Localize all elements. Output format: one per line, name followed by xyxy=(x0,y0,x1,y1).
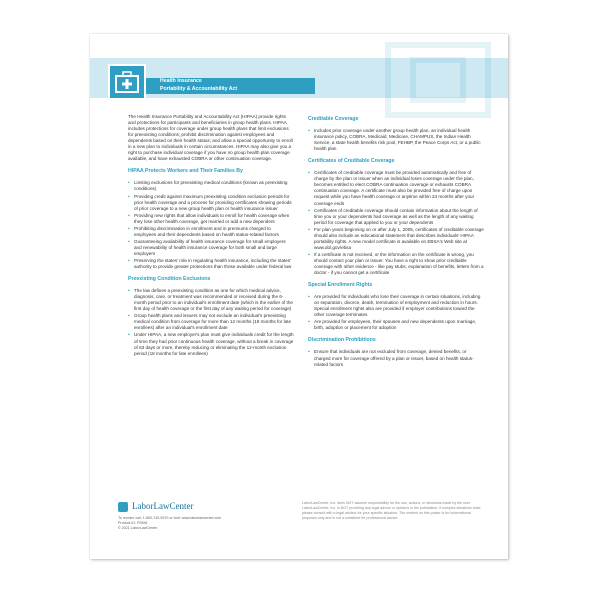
right-column xyxy=(308,110,484,372)
list-item: ▪ Ensure that individuals are not excluded from coverage, denied benefits, or charged more for coverage offered by a plan or issuer, based on health status-related factors xyxy=(308,349,484,367)
list-item: ▪ Includes prior coverage under another group health plan, an individual health insurance policy, COBRA, Medicaid, Medicare, CHAMPUS, the Indian Health Service, a state health benefits risk pool, FEHBP, the Peace Corps Act, or a public health plan xyxy=(308,128,484,152)
list-item: ▪ Providing new rights that allow individuals to enroll for health coverage when they lose other health coverage, get married or add a new dependent xyxy=(128,213,294,225)
bullet-list xyxy=(308,170,484,276)
intro-paragraph: The Health Insurance Portability and Accountability Act (HIPAA) provide rights and protections for participants and beneficiaries in group health plans. HIPAA includes protections for coverage under group health plans that limit exclusions for preexisting conditions; prohibit discrimination against employees and dependents based on their health status; and allow a special opportunity to enroll in a new plan to individuals in certain circumstances. HIPAA may also give you a right to purchase individual coverage if you have no group health plan coverage available, and have exhausted COBRA or other continuation coverage. xyxy=(128,114,293,162)
bullet-list xyxy=(308,294,484,331)
left-column xyxy=(128,114,294,361)
list-item: ▪ Are provided for employees, their spouses and new dependents upon marriage, birth, adoption or placement for adoption xyxy=(308,319,484,331)
list-item: ▪ Under HIPAA, a new employer's plan must give individuals credit for the length of time they had prior continuous health coverage, without a break in coverage of 63 days or more, thereby reducing or eliminating the 12-month exclusion period (18 months for late enrollees) xyxy=(128,332,294,356)
list-item: ▪ Certificates of creditable coverage must be provided automatically and free of charge by the plan or issuer when an individual loses coverage under the plan, becomes entitled to elect COBRA continuation coverage or exhausts COBRA continuation coverage. A certificate must also be provided free of charge upon request while you have health coverage or anytime within 24 months after your coverage ends xyxy=(308,170,484,206)
document-page xyxy=(90,34,508,559)
disclaimer-text: LaborLawCenter, Inc. does NOT assume responsibility for the use, actions, or decisions made by the user. LaborLawCenter, Inc. is NOT providing any legal advice or opinions in the publication. If complex situations arise, please consult with a legal advisor for your specific situation. The content on this poster is for informational purposes only and is not a substitute for professional advice. xyxy=(302,501,482,520)
bullet-list xyxy=(128,288,294,357)
list-item: ▪ Certificates of creditable coverage should contain information about the length of time you or your dependents had coverage as well as the length of any waiting period for coverage that applied to you or your dependents xyxy=(308,208,484,226)
product-id: Product ID: P2596 xyxy=(118,521,148,525)
watermark-graphic xyxy=(378,40,498,120)
list-item: ▪ For plan years beginning on or after July 1, 2005, certificates of creditable coverage should also include an educational statement that describes individuals' HIPAA portability rights. A new model certificate is available on EBSA's Web site at www.dol.gov/ebsa xyxy=(308,227,484,251)
list-item: ▪ Group health plans and issuers may not exclude an individual's preexisting medical condition from coverage for more than 12 months (18 months for late enrollees) after an individual's enrollment date xyxy=(128,313,294,331)
copyright: © 2021 LaborLawCenter xyxy=(118,526,158,530)
list-item: ▪ Providing credit against maximum preexisting condition exclusion periods for prior health coverage and a process for providing certificates showing periods of prior coverage to a new group health plan or health insurance issuer xyxy=(128,194,294,212)
bullet-list xyxy=(308,349,484,367)
list-item: ▪ Preserving the states' role in regulating health insurance, including the states' authority to provide greater protections than those available under federal law xyxy=(128,258,294,270)
list-item: ▪ The law defines a preexisting condition as one for which medical advice, diagnosis, care, or treatment was recommended or received during the 6-month period prior to an individual's enrollment date (which is the earlier of the first day of health coverage or the first day of any waiting period for coverage) xyxy=(128,288,294,312)
section-heading: Special Enrollment Rights xyxy=(308,282,373,289)
brand-mark-icon xyxy=(118,502,128,512)
reorder-line: To reorder call: 1-800-745-9970 or visit: www.laborlawcenter.com xyxy=(118,516,222,520)
document-subtitle: Portability & Accountability Act xyxy=(160,86,238,92)
list-item: ▪ Guaranteeing availability of health insurance coverage for small employers and renewability of health insurance coverage for both small and large employers xyxy=(128,239,294,257)
list-item: ▪ Prohibiting discrimination in enrollment and in premiums charged to employees and their dependents based on health status-related factors xyxy=(128,226,294,238)
document-title: Health Insurance xyxy=(160,78,202,84)
list-item: ▪ If a certificate is not received, or the information on the certificate is wrong, you should contact your plan or issuer. You have a right to show prior creditable coverage with other evidence - like pay stubs, explanation of benefits, letters from a doctor - if you cannot get a certificate xyxy=(308,252,484,276)
medical-kit-icon xyxy=(108,64,146,100)
list-item: ▪ Are provided for individuals who lose their coverage in certain situations, including on separation, divorce, death, termination of employment and reduction in hours. Special enrollment rights also are provided if employer contributions toward the other coverage terminates xyxy=(308,294,484,318)
brand-logo xyxy=(118,500,268,514)
section-heading: HIPAA Protects Workers and Their Families By xyxy=(128,168,243,175)
section-heading: Preexisting Condition Exclusions xyxy=(128,276,211,283)
section-heading: Certificates of Creditable Coverage xyxy=(308,158,395,165)
section-heading: Discrimination Prohibitions xyxy=(308,337,376,344)
footer-info xyxy=(118,516,278,531)
section-heading: Creditable Coverage xyxy=(308,116,359,122)
bullet-list xyxy=(308,128,484,152)
list-item: ▪ Limiting exclusions for preexisting medical conditions (known as preexisting conditions) xyxy=(128,180,294,192)
bullet-list xyxy=(128,180,294,270)
brand-name: LaborLawCenter xyxy=(132,501,194,511)
